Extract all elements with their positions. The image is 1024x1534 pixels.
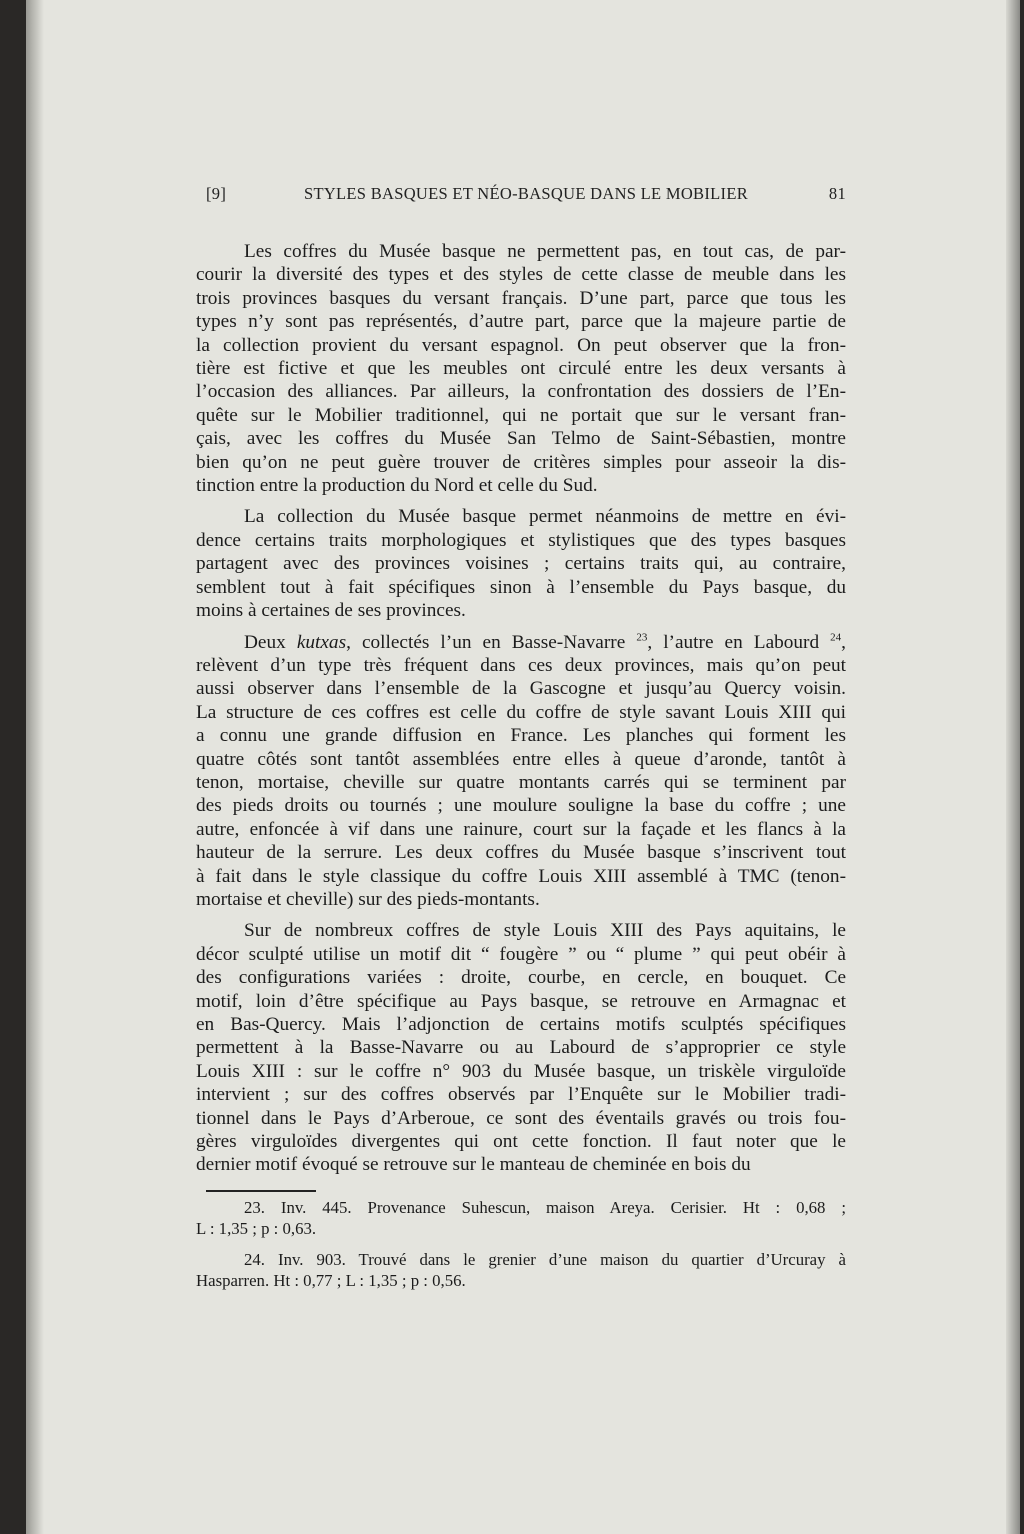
- text-line: dernier motif évoqué se retrouve sur le manteau de cheminée en bois du: [196, 1154, 751, 1176]
- text-line: la collection provient du versant espagnol. On peut observer que la fron-: [196, 334, 846, 356]
- paragraph: [196, 919, 846, 1176]
- text-line: partagent avec des provinces voisines ; certains traits qui, au contraire,: [196, 553, 846, 575]
- main-text: [196, 240, 846, 1185]
- text-line: relèvent d’un type très fréquent dans ces deux provinces, mais qu’on peut: [196, 654, 846, 676]
- footnote-line: 23. Inv. 445. Provenance Suhescun, maison Areya. Cerisier. Ht : 0,68 ;: [244, 1198, 846, 1217]
- text-segment: ,: [841, 631, 846, 653]
- text-line: semblent tout à fait spécifiques sinon à l’ensemble du Pays basque, du: [196, 576, 846, 598]
- italic-term: kutxas: [296, 631, 347, 653]
- text-line: permettent à la Basse-Navarre ou au Labourd de s’approprier ce style: [196, 1037, 846, 1059]
- text-line: tière est fictive et que les meubles ont circulé entre les deux versants à: [196, 358, 846, 380]
- text-line: l’occasion des alliances. Par ailleurs, la confrontation des dossiers de l’En-: [196, 381, 846, 403]
- footnote-line: 24. Inv. 903. Trouvé dans le grenier d’une maison du quartier d’Urcuray à: [244, 1250, 846, 1269]
- text-line: moins à certaines de ses provinces.: [196, 600, 466, 622]
- running-title: STYLES BASQUES ET NÉO-BASQUE DANS LE MOBILIER: [303, 184, 749, 203]
- text-line: quatre côtés sont tantôt assemblées entre elles à queue d’aronde, tantôt à: [196, 748, 846, 770]
- page-number: 81: [828, 184, 846, 203]
- footnote: [196, 1198, 846, 1239]
- text-line: aussi observer dans l’ensemble de la Gascogne et jusqu’au Quercy voisin.: [196, 678, 846, 700]
- paragraph: [196, 631, 846, 912]
- text-line: dence certains traits morphologiques et stylistiques que des types basques: [196, 529, 846, 551]
- text-segment: Deux: [244, 631, 297, 653]
- text-line: décor sculpté utilise un motif dit “ fougère ” ou “ plume ” qui peut obéir à: [196, 943, 846, 965]
- page-gutter-shadow: [26, 0, 44, 1534]
- running-header: [206, 184, 846, 208]
- text-line: autre, enfoncée à vif dans une rainure, court sur la façade et les flancs à la: [196, 818, 846, 840]
- text-segment: , collectés l’un en Basse-Navarre: [346, 631, 637, 653]
- paragraph: [196, 240, 846, 497]
- text-line: tenon, mortaise, cheville sur quatre montants carrés qui se terminent par: [196, 771, 846, 793]
- text-line: Sur de nombreux coffres de style Louis XIII des Pays aquitains, le: [244, 920, 846, 942]
- text-line: hauteur de la serrure. Les deux coffres du Musée basque s’inscrivent tout: [196, 842, 846, 864]
- text-line: intervient ; sur des coffres observés par l’Enquête sur le Mobilier tradi-: [196, 1084, 846, 1106]
- text-line: La structure de ces coffres est celle du coffre de style savant Louis XIII qui: [196, 701, 846, 723]
- text-line: [196, 631, 846, 654]
- text-line: types n’y sont pas représentés, d’autre part, parce que la majeure partie de: [196, 311, 846, 333]
- footnotes: [196, 1198, 846, 1302]
- footnote: [196, 1250, 846, 1291]
- text-line: çais, avec les coffres du Musée San Telmo de Saint-Sébastien, montre: [196, 428, 846, 450]
- text-line: des pieds droits ou tournés ; une moulure souligne la base du coffre ; une: [196, 795, 846, 817]
- footnote-line: L : 1,35 ; p : 0,63.: [196, 1218, 317, 1238]
- footnote-ref: 24: [830, 631, 842, 644]
- text-line: Louis XIII : sur le coffre n° 903 du Musée basque, un triskèle virguloïde: [196, 1060, 846, 1082]
- section-number: [9]: [206, 184, 227, 203]
- text-line: mortaise et cheville) sur des pieds-montants.: [196, 888, 540, 910]
- text-line: tionnel dans le Pays d’Arberoue, ce sont des éventails gravés ou trois fou-: [196, 1107, 846, 1129]
- paragraph: [196, 505, 846, 622]
- text-line: quête sur le Mobilier traditionnel, qui ne portait que sur le versant fran-: [196, 404, 846, 426]
- footnote-rule: [206, 1190, 316, 1192]
- text-line: des configurations variées : droite, courbe, en cercle, en bouquet. Ce: [196, 967, 846, 989]
- text-line: Les coffres du Musée basque ne permettent pas, en tout cas, de par-: [244, 241, 846, 262]
- text-line: bien qu’on ne peut guère trouver de critères simples pour asseoir la dis-: [196, 451, 846, 473]
- footnote-ref: 23: [636, 631, 648, 644]
- text-line: à fait dans le style classique du coffre Louis XIII assemblé à TMC (tenon-: [196, 865, 846, 887]
- text-line: gères virguloïdes divergentes qui ont cette fonction. Il faut noter que le: [196, 1131, 846, 1153]
- text-line: motif, loin d’être spécifique au Pays basque, se retrouve en Armagnac et: [196, 990, 846, 1012]
- text-line: courir la diversité des types et des styles de cette classe de meuble dans les: [196, 264, 846, 286]
- text-line: tinction entre la production du Nord et celle du Sud.: [196, 475, 598, 497]
- text-line: a connu une grande diffusion en France. Les planches qui forment les: [196, 725, 846, 747]
- text-line: trois provinces basques du versant français. D’une part, parce que tous les: [196, 287, 846, 309]
- text-line: La collection du Musée basque permet néanmoins de mettre en évi-: [244, 506, 846, 528]
- text-segment: , l’autre en Labourd: [647, 631, 831, 653]
- footnote-line: Hasparren. Ht : 0,77 ; L : 1,35 ; p : 0,56.: [196, 1270, 466, 1290]
- text-line: en Bas-Quercy. Mais l’adjonction de certains motifs sculptés spécifiques: [196, 1014, 846, 1035]
